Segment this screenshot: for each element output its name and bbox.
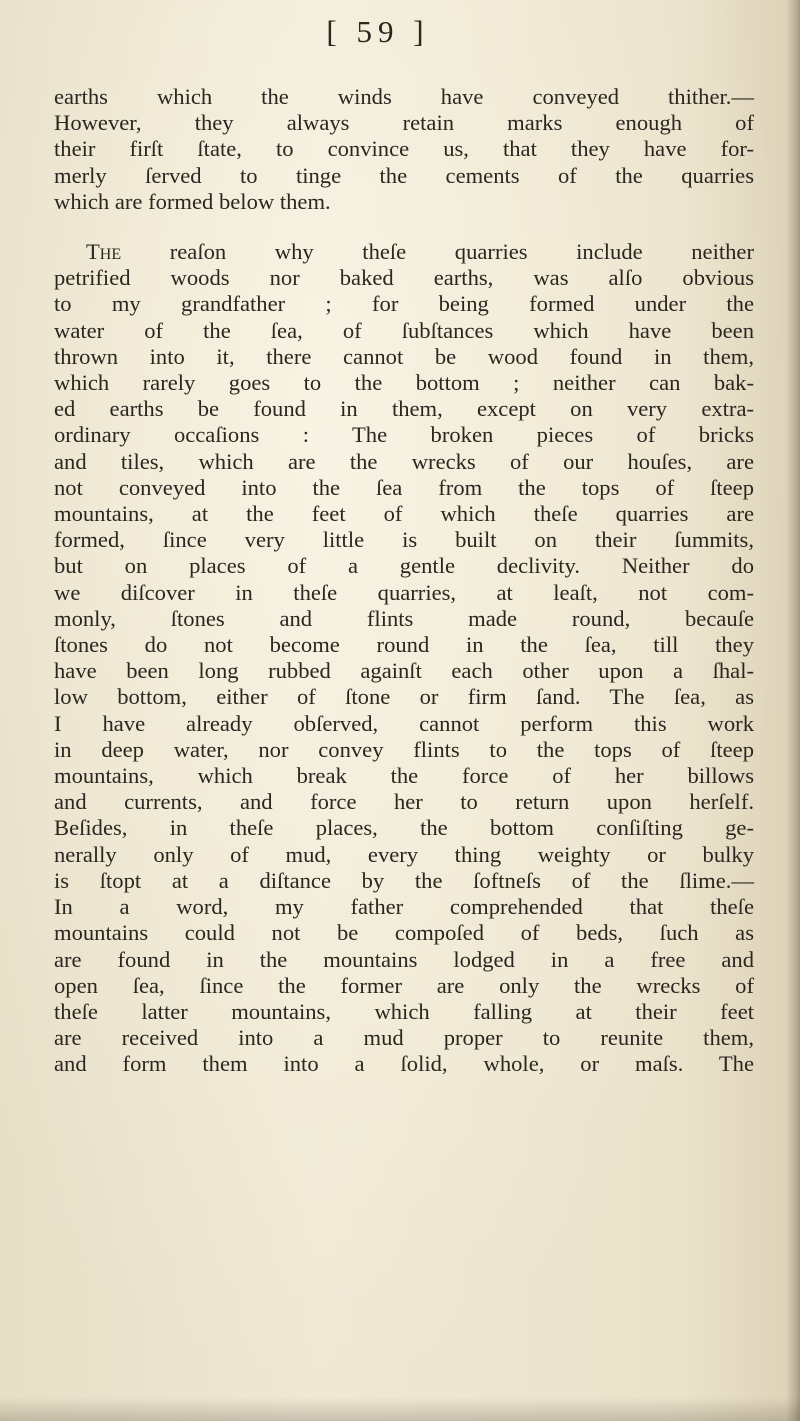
text-line: open ſea, ſince the former are only the wrecks of: [54, 972, 754, 998]
text-line: In a word, my father comprehended that theſe: [54, 894, 754, 920]
text-line: and form them into a ſolid, whole, or maſs. The: [54, 1051, 754, 1077]
body-text: [54, 84, 754, 1078]
text-line: their firſt ſtate, to convince us, that they have for-: [54, 136, 754, 162]
page-number: [ 59 ]: [326, 14, 430, 49]
text-line: ſtones do not become round in the ſea, till they: [54, 632, 754, 658]
small-caps-lead-word: The: [86, 239, 122, 265]
text-line: to my grandfather ; for being formed under the: [54, 291, 754, 317]
text-line: formed, ſince very little is built on their ſummits,: [54, 527, 754, 553]
text-line: not conveyed into the ſea from the tops of ſteep: [54, 474, 754, 500]
text-line: earths which the winds have conveyed thither.—: [54, 84, 754, 109]
text-line: theſe latter mountains, which falling at their feet: [54, 998, 754, 1024]
text-line: which are formed below them.: [54, 188, 331, 214]
paragraph-gap: [54, 215, 754, 239]
text-line: in deep water, nor convey flints to the tops of ſteep: [54, 736, 754, 762]
text-line: which rarely goes to the bottom ; neither can bak-: [54, 370, 754, 396]
paragraph-opening-line: [54, 239, 754, 265]
text-line: have been long rubbed againſt each other upon a ſhal-: [54, 658, 754, 684]
text-line: water of the ſea, of ſubſtances which have been: [54, 317, 754, 343]
text-line: but on places of a gentle declivity. Neither do: [54, 553, 754, 579]
text-line: I have already obſerved, cannot perform this work: [54, 710, 754, 736]
text-line: thrown into it, there cannot be wood found in them,: [54, 343, 754, 369]
text-line: and tiles, which are the wrecks of our houſes, are: [54, 448, 754, 474]
page-bottom-shadow: [0, 1397, 800, 1421]
text-line: monly, ſtones and flints made round, becauſe: [54, 605, 754, 631]
text-line: nerally only of mud, every thing weighty or bulky: [54, 841, 754, 867]
text-line: and currents, and force her to return upon herſelf.: [54, 789, 754, 815]
text-line: ed earths be found in them, except on very extra-: [54, 396, 754, 422]
text-line: However, they always retain marks enough of: [54, 110, 754, 136]
text-line: merly ſerved to tinge the cements of the quarries: [54, 162, 754, 188]
text-line: is ſtopt at a diſtance by the ſoftneſs of the ſlime.—: [54, 867, 754, 893]
text-line: mountains, at the feet of which theſe quarries are: [54, 501, 754, 527]
text-line: are found in the mountains lodged in a free and: [54, 946, 754, 972]
text-line: Beſides, in theſe places, the bottom conſiſting ge-: [54, 815, 754, 841]
opening-line-rest: reaſon why theſe quarries include neither: [121, 239, 754, 265]
text-line: petrified woods nor baked earths, was alſo obvious: [54, 265, 754, 291]
page-spine-shadow: [786, 0, 800, 1421]
text-line: are received into a mud proper to reunite them,: [54, 1025, 754, 1051]
text-line: we diſcover in theſe quarries, at leaſt, not com-: [54, 579, 754, 605]
text-line: low bottom, either of ſtone or firm ſand. The ſea, as: [54, 684, 754, 710]
text-line: ordinary occaſions : The broken pieces of bricks: [54, 422, 754, 448]
text-line: mountains, which break the force of her billows: [54, 763, 754, 789]
text-line: mountains could not be compoſed of beds, ſuch as: [54, 920, 754, 946]
